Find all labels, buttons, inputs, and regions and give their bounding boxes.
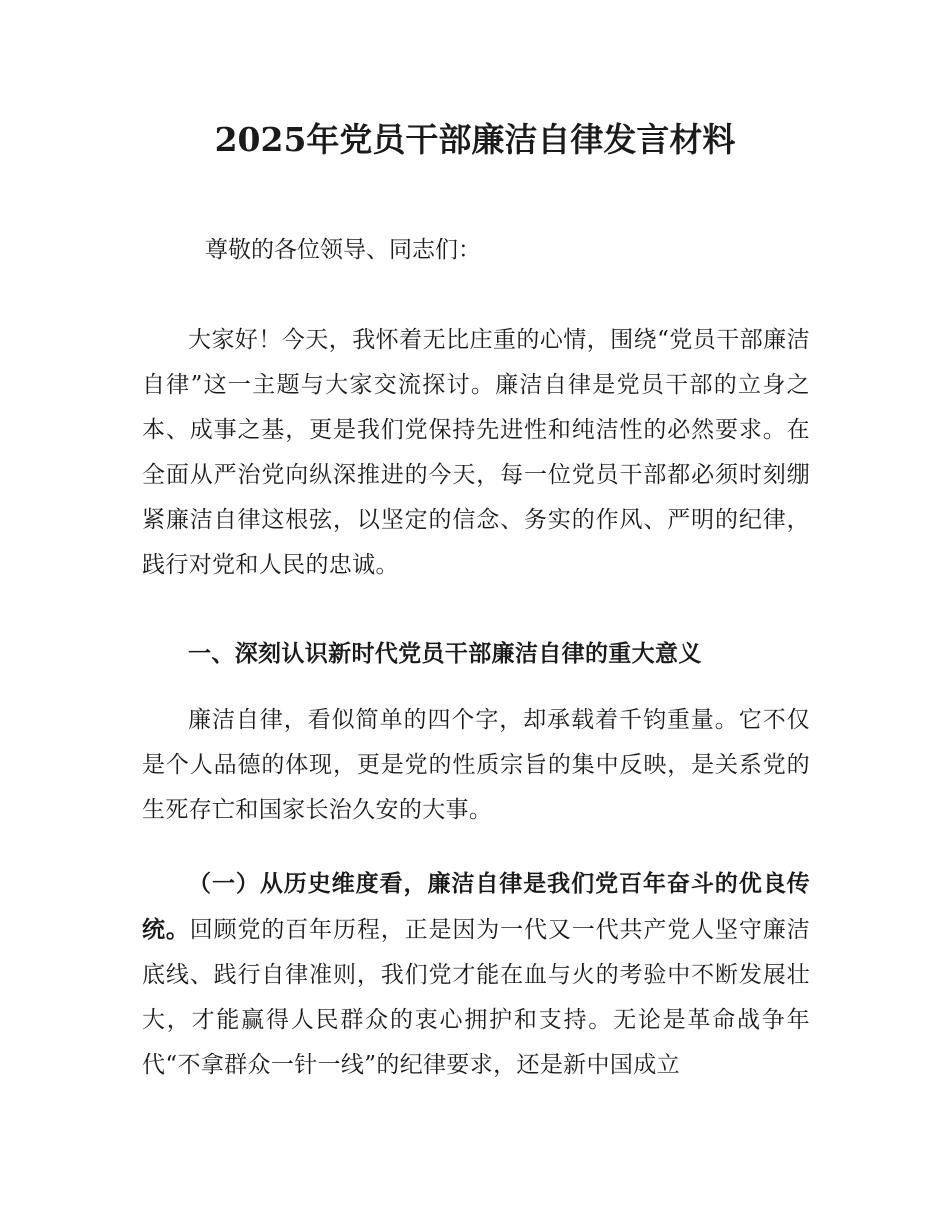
- salutation: 尊敬的各位领导、同志们：: [205, 237, 481, 263]
- subsection-1-lead: （一）从历史维度看，廉洁自律是我们党百年奋斗的优良传统。: [142, 870, 810, 943]
- subsection-1-paragraph: [142, 861, 810, 1088]
- intro-paragraph: 大家好！今天，我怀着无比庄重的心情，围绕“党员干部廉洁自律”这一主题与大家交流探讨。廉洁自律是党员干部的立身之本、成事之基，更是我们党保持先进性和纯洁性的必然要求。在全面从严治党向纵深推进的今天，每一位党员干部都必须时刻绷紧廉洁自律这根弦，以坚定的信念、务实的作风、严明的纪律，践行对党和人民的忠诚。: [142, 327, 810, 578]
- subsection-1-body: 回顾党的百年历程，正是因为一代又一代共产党人坚守廉洁底线、践行自律准则，我们党才能在血与火的考验中不断发展壮大，才能赢得人民群众的衷心拥护和支持。无论是革命战争年代“不拿群众一针一线”的纪律要求，还是新中国成立: [142, 917, 811, 1078]
- document-title: 2025年党员干部廉洁自律发言材料: [214, 120, 736, 159]
- section-1-paragraph: 廉洁自律，看似简单的四个字，却承载着千钧重量。它不仅是个人品德的体现，更是党的性质宗旨的集中反映，是关系党的生死存亡和国家长治久安的大事。: [142, 707, 810, 823]
- section-heading-1: 一、深刻认识新时代党员干部廉洁自律的重大意义: [188, 640, 702, 667]
